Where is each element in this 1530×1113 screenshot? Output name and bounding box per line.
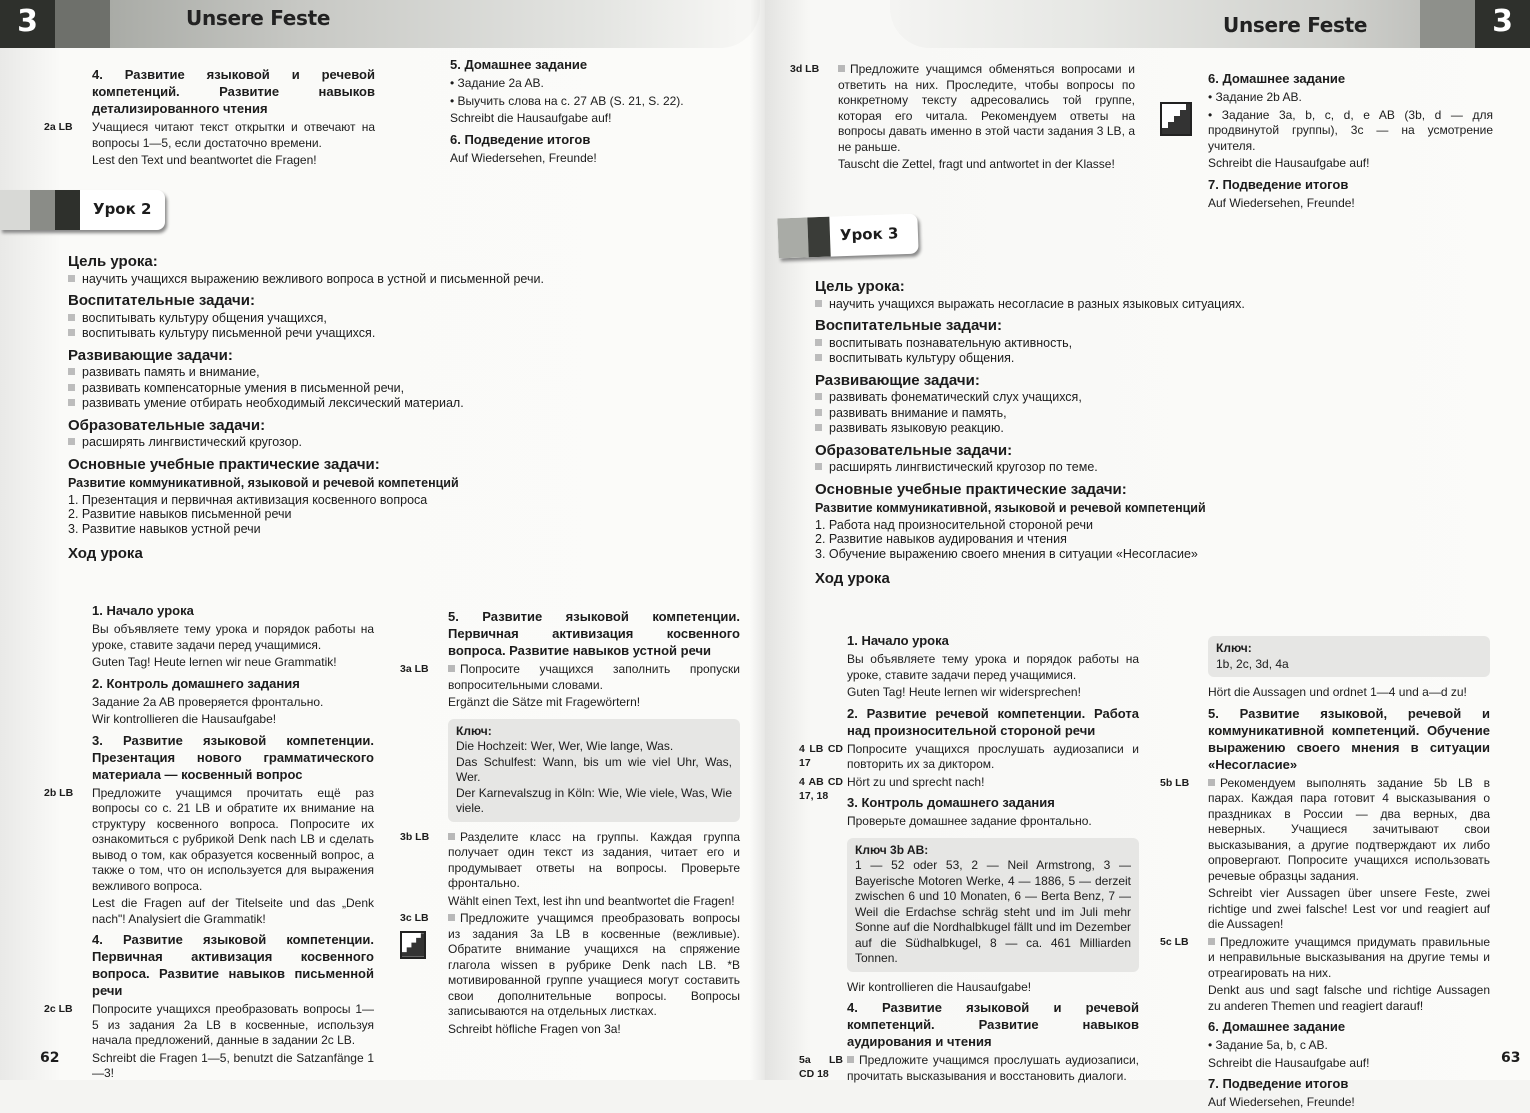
paragraph-text: • Задание 5a, b, c AB. bbox=[1208, 1038, 1328, 1052]
practical-tasks-heading: Основные учебные практические задачи: bbox=[815, 480, 1127, 498]
paragraph bbox=[92, 153, 375, 169]
paragraph-text: Schreibt die Hausaufgabe auf! bbox=[1208, 1055, 1370, 1070]
paragraph-text: • Задание 2b AB. bbox=[1208, 90, 1302, 104]
paragraph bbox=[1208, 90, 1493, 106]
paragraph-text: Auf Wiedersehen, Freunde! bbox=[450, 150, 597, 165]
dev-item: развивать умение отбирать необходимый лексический материал. bbox=[68, 396, 588, 412]
lesson-title: Урок 3 bbox=[839, 224, 899, 245]
edu-item: воспитывать культуру письменной речи учащихся. bbox=[68, 326, 588, 342]
practical-tasks-subheading: Развитие коммуникативной, языковой и речевой компетенций bbox=[68, 476, 459, 490]
paragraph bbox=[1208, 1038, 1490, 1054]
paragraph bbox=[92, 712, 374, 728]
header-stripe bbox=[1420, 0, 1475, 48]
form-heading: Образовательные задачи: bbox=[815, 441, 1013, 459]
page-62 bbox=[0, 0, 765, 1080]
chapter-number: 3 bbox=[1475, 0, 1530, 48]
paragraph-text: Lest die Fragen auf der Titelseite und das „Denk nach"! Analysiert die Grammatik! bbox=[92, 896, 374, 926]
lesson-title: Урок 2 bbox=[93, 200, 152, 218]
paragraph-text: Вы объявляете тему урока и порядок работы на уроке, ставите задачи перед учащимися. bbox=[847, 652, 1139, 682]
practical-task-item: 3. Обучение выражению своего мнения в ситуации «Несогласие» bbox=[815, 546, 1198, 561]
paragraph-text: Guten Tag! Heute lernen wir widersprechen! bbox=[847, 685, 1081, 699]
dev-heading: Развивающие задачи: bbox=[68, 346, 233, 364]
paragraph-text: Предложите учащимся прочитать ещё раз вопросы со с. 21 LB и обратите их внимание на структуру косвенного вопроса. Попросите их ознакомиться с рубрикой Denk nach LB и сделать вывод о том, как образуется косвенный вопрос, а также о том, что он используется для выражения вежливого вопроса. bbox=[92, 785, 374, 893]
paragraph bbox=[790, 62, 1135, 155]
section-heading: 3. Контроль домашнего задания bbox=[847, 795, 1055, 810]
continuation-column-1 bbox=[790, 62, 1135, 175]
chapter-header bbox=[0, 0, 765, 48]
dev-item: развивать внимание и память, bbox=[815, 406, 1315, 422]
section-heading: 7. Подведение итогов bbox=[1208, 176, 1349, 192]
answer-key-line: 1 — 52 oder 53, 2 — Neil Armstrong, 3 — Bayerische Motoren Werke, 4 — 1886, 5 — derzeit zwischen 6 und 10 Monaten, 6 — Berta Benz, 7 — Weil die Erdachse schräg steht und im Juli mehr Sonne auf die Nordhalbkugel fällt und im Dezember auf die Südhalbkugel, 8 — ca. 461 Milliarden Tonnen. bbox=[855, 858, 1131, 965]
dev-heading: Развивающие задачи: bbox=[815, 371, 980, 389]
paragraph bbox=[1208, 685, 1490, 701]
lesson-course-heading: Ход урока bbox=[68, 545, 143, 562]
paragraph-text: • Выучить слова на с. 27 AB (S. 21, S. 22). bbox=[450, 93, 684, 108]
advanced-task-icon bbox=[400, 931, 426, 959]
paragraph bbox=[1208, 156, 1493, 172]
section-heading: 1. Начало урока bbox=[92, 603, 194, 618]
section-heading: 4. Развитие языковой и речевой компетенций. Развитие навыков аудирования и чтения bbox=[847, 1000, 1139, 1049]
continuation-column-2 bbox=[1208, 66, 1493, 213]
answer-key-line: Der Karnevalszug in Köln: Wie, Wie viele, Was, Wie viele. bbox=[456, 785, 732, 815]
answer-key-title: Ключ 3b AB: bbox=[855, 842, 929, 857]
paragraph-text: Schreibt vier Aussagen über unsere Feste, zwei richtige und zwei falsche! Lest vor und reagiert auf die Aussagen! bbox=[1208, 886, 1490, 931]
paragraph bbox=[92, 896, 374, 927]
paragraph-text: Ergänzt die Sätze mit Fragewörtern! bbox=[448, 695, 641, 709]
section-heading: 5. Домашнее задание bbox=[450, 57, 588, 72]
answer-key-box bbox=[448, 719, 740, 822]
task-reference-label: 4 LB CD 17 bbox=[799, 742, 843, 769]
edu-item: воспитывать культуру общения учащихся, bbox=[68, 311, 588, 327]
paragraph bbox=[1208, 1095, 1490, 1111]
paragraph bbox=[92, 695, 374, 711]
paragraph-text: • Задание 2a AB. bbox=[450, 76, 544, 90]
task-reference-label: 4 AB CD 17, 18 bbox=[799, 775, 843, 802]
paragraph-text: Auf Wiedersehen, Freunde! bbox=[1208, 1095, 1355, 1109]
section-heading: 2. Развитие речевой компетенции. Работа над произносительной стороной речи bbox=[847, 705, 1139, 738]
paragraph-text: Guten Tag! Heute lernen wir neue Grammatik! bbox=[92, 655, 337, 669]
dev-item: развивать фонематический слух учащихся, bbox=[815, 390, 1315, 406]
chapter-title: Unsere Feste bbox=[1223, 13, 1368, 37]
paragraph bbox=[1208, 983, 1490, 1014]
section-heading: 2. Контроль домашнего задания bbox=[92, 675, 300, 691]
task-reference-label: 3a LB bbox=[400, 663, 429, 675]
paragraph-text: Schreibt die Hausaufgabe auf! bbox=[450, 111, 612, 125]
paragraph bbox=[92, 622, 374, 653]
paragraph bbox=[44, 1002, 374, 1049]
paragraph bbox=[92, 655, 374, 671]
answer-key-box bbox=[1208, 636, 1490, 677]
dev-item: развивать память и внимание, bbox=[68, 365, 588, 381]
paragraph bbox=[1208, 196, 1493, 212]
paragraph bbox=[448, 695, 740, 711]
edu-item: воспитывать познавательную активность, bbox=[815, 336, 1315, 352]
paragraph bbox=[838, 157, 1135, 173]
paragraph bbox=[799, 1053, 1139, 1084]
edu-heading: Воспитательные задачи: bbox=[68, 292, 255, 309]
paragraph-text: Задание 2a AB проверяется фронтально. bbox=[92, 694, 324, 709]
paragraph-text: Предложите учащимся прослушать аудиозаписи, прочитать высказывания и восстановить диалоги. bbox=[847, 1053, 1139, 1083]
section-heading: 4. Развитие языковой и речевой компетенций. Развитие навыков детализированного чтения bbox=[92, 67, 375, 116]
practical-tasks-subheading: Развитие коммуникативной, языковой и речевой компетенций bbox=[815, 501, 1206, 515]
section-heading: 6. Домашнее задание bbox=[1208, 1019, 1346, 1034]
paragraph-text: Предложите учащимся преобразовать вопросы из задания 3a LB в косвенные (вежливые). Обратите внимание учащихся на спряжение глагола wissen в рубрике Denk nach LB. *В мотивированной группе учащиеся могут составить свои дополнительные вопросы. Вопросы записываются на отдельных листках. bbox=[448, 911, 740, 1018]
paragraph-text: Проверьте домашнее задание фронтально. bbox=[847, 814, 1092, 828]
page-number: 63 bbox=[1501, 1050, 1521, 1066]
task-reference-label: 3b LB bbox=[400, 830, 430, 843]
section-heading: 5. Развитие языковой компетенции. Первичная активизация косвенного вопроса. Развитие навыков устной речи bbox=[448, 609, 740, 658]
practical-tasks-heading: Основные учебные практические задачи: bbox=[68, 455, 380, 473]
task-reference-label: 2b LB bbox=[44, 786, 74, 799]
header-band bbox=[0, 0, 760, 48]
paragraph-text: Lest den Text und beantwortet die Fragen! bbox=[92, 153, 317, 167]
paragraph bbox=[450, 111, 740, 127]
paragraph-text: Учащиеся читают текст открытки и отвечают на вопросы 1—5, если достаточно времени. bbox=[92, 120, 375, 150]
paragraph-text: Попросите учащихся заполнить пропуски вопросительными словами. bbox=[448, 662, 740, 692]
paragraph bbox=[847, 814, 1139, 830]
dev-item: развивать языковую реакцию. bbox=[815, 421, 1315, 437]
chapter-title: Unsere Feste bbox=[186, 6, 331, 30]
paragraph bbox=[448, 1022, 740, 1038]
paragraph-text: Попросите учащихся преобразовать вопросы 1—5 из задания 2a LB в косвенные, используя начала предложений, данные в задании 2c LB. bbox=[92, 1002, 374, 1047]
practical-task-item: 2. Развитие навыков аудирования и чтения bbox=[815, 532, 1067, 546]
page-63 bbox=[765, 0, 1530, 1109]
lesson-tab bbox=[777, 214, 918, 259]
edu-item: воспитывать культуру общения. bbox=[815, 351, 1315, 367]
paragraph-text: Предложите учащимся придумать правильные и неправильные высказывания на другие темы и отреагировать на них. bbox=[1208, 934, 1490, 980]
paragraph bbox=[450, 94, 740, 110]
answer-key-title: Ключ: bbox=[456, 723, 492, 738]
section-heading: 3. Развитие языковой компетенции. Презентация нового грамматического материала — косвенный вопрос bbox=[92, 732, 374, 782]
paragraph-text: Предложите учащимся обменяться вопросами и ответить на них. Проследите, чтобы вопросы по конкретному тексту адресовались той группе, которая его читала. Рекомендуем ответы на вопросы давать именно в этой части задания 3 LB, а не раньше. bbox=[838, 62, 1135, 154]
practical-task-item: 2. Развитие навыков письменной речи bbox=[68, 507, 292, 521]
paragraph bbox=[847, 685, 1139, 701]
answer-key-line: Das Schulfest: Wann, bis um wie viel Uhr, Was, Wer. bbox=[456, 754, 732, 784]
paragraph-text: Hört die Aussagen und ordnet 1—4 und a—d zu! bbox=[1208, 685, 1467, 699]
paragraph-text: Вы объявляете тему урока и порядок работы на уроке, ставите задачи перед учащимися. bbox=[92, 622, 374, 652]
advanced-task-icon bbox=[1160, 102, 1192, 136]
paragraph-text: Schreibt die Hausaufgabe auf! bbox=[1208, 156, 1370, 170]
dev-item: развивать компенсаторные умения в письменной речи, bbox=[68, 381, 588, 397]
paragraph-text: Denkt aus und sagt falsche und richtige Aussagen zu anderen Themen und reagiert darauf! bbox=[1208, 983, 1490, 1013]
header-stripe bbox=[55, 0, 110, 48]
paragraph-text: Schreibt die Fragen 1—5, benutzt die Satzanfänge 1—3! bbox=[92, 1050, 374, 1080]
aim-item: научить учащихся выражать несогласие в разных языковых ситуациях. bbox=[815, 297, 1315, 313]
paragraph bbox=[799, 741, 1139, 773]
paragraph bbox=[847, 652, 1139, 683]
section-heading: 6. Домашнее задание bbox=[1208, 71, 1346, 86]
task-reference-label: 2c LB bbox=[44, 1003, 73, 1015]
chapter-header bbox=[765, 0, 1530, 48]
paragraph bbox=[450, 151, 740, 167]
lesson-goals bbox=[68, 248, 588, 564]
paragraph-text: Auf Wiedersehen, Freunde! bbox=[1208, 195, 1355, 210]
section-heading: 4. Развитие языковой компетенции. Первичная активизация косвенного вопроса. Развитие навыков письменной речи bbox=[92, 932, 374, 998]
paragraph-text: Wählt einen Text, lest ihn und beantwortet die Fragen! bbox=[448, 893, 735, 908]
paragraph-text: Рекомендуем выполнять задание 5b LB в парах. Каждая пара готовит 4 высказывания о праздниках в России — два верных, два неверных. Учащиеся зачитывают свои высказывания, а другие подтверждают их либо опровергают. Попросите учащихся использовать речевые образцы задания. bbox=[1208, 775, 1490, 883]
paragraph-text: Разделите класс на группы. Каждая группа получает один текст из задания, читает его и продумывает ответы на вопросы. Проверьте фронтально. bbox=[448, 829, 740, 890]
task-reference-label: 2a LB bbox=[44, 121, 73, 133]
task-reference-label: 5b LB bbox=[1160, 776, 1190, 789]
section-heading: 7. Подведение итогов bbox=[1208, 1076, 1349, 1091]
paragraph bbox=[92, 1051, 374, 1082]
continuation-column-2 bbox=[450, 52, 740, 168]
paragraph bbox=[799, 774, 1139, 802]
section-heading: 1. Начало урока bbox=[847, 633, 949, 648]
paragraph bbox=[1160, 934, 1490, 982]
paragraph bbox=[44, 785, 374, 895]
paragraph bbox=[400, 829, 740, 892]
edu-heading: Воспитательные задачи: bbox=[815, 317, 1002, 334]
answer-key-box bbox=[847, 838, 1139, 972]
page-number: 62 bbox=[40, 1050, 60, 1066]
task-reference-label: 3c LB bbox=[400, 912, 429, 924]
aim-heading: Цель урока: bbox=[815, 278, 905, 295]
answer-key-line: Die Hochzeit: Wer, Wer, Wie lange, Was. bbox=[456, 739, 674, 753]
paragraph-text: Schreibt höfliche Fragen von 3a! bbox=[448, 1021, 621, 1036]
paragraph bbox=[1208, 108, 1493, 155]
form-heading: Образовательные задачи: bbox=[68, 416, 266, 434]
paragraph bbox=[448, 894, 740, 910]
answer-key-line: 1b, 2c, 3d, 4a bbox=[1216, 656, 1289, 671]
paragraph-text: Wir kontrollieren die Hausaufgabe! bbox=[92, 712, 277, 726]
lesson-tab bbox=[0, 190, 165, 230]
lesson-steps-column-2 bbox=[1160, 628, 1490, 1113]
paragraph bbox=[1160, 775, 1490, 885]
paragraph bbox=[1208, 886, 1490, 933]
paragraph bbox=[44, 120, 375, 151]
lesson-steps-column-1 bbox=[799, 628, 1139, 1086]
paragraph-text: • Задание 3a, b, c, d, e AB (3b, d — для продвинутой группы), 3c — на усмотрение учителя. bbox=[1208, 107, 1493, 153]
paragraph bbox=[847, 980, 1139, 996]
paragraph-text: Hört zu und sprecht nach! bbox=[847, 774, 985, 789]
practical-task-item: 1. Презентация и первичная активизация косвенного вопроса bbox=[68, 492, 428, 507]
lesson-course-heading: Ход урока bbox=[815, 570, 890, 587]
form-item: расширять лингвистический кругозор по теме. bbox=[815, 460, 1315, 476]
practical-task-item: 3. Развитие навыков устной речи bbox=[68, 521, 261, 536]
form-item: расширять лингвистический кругозор. bbox=[68, 435, 588, 451]
task-reference-label: 3d LB bbox=[790, 63, 820, 75]
paragraph-text: Tauscht die Zettel, fragt und antwortet in der Klasse! bbox=[838, 157, 1115, 171]
continuation-column-1 bbox=[44, 62, 375, 171]
aim-item: научить учащихся выражению вежливого вопроса в устной и письменной речи. bbox=[68, 272, 588, 288]
chapter-number: 3 bbox=[0, 0, 55, 48]
task-reference-label: 5c LB bbox=[1160, 935, 1189, 948]
task-reference-label: 5a LB CD 18 bbox=[799, 1054, 843, 1080]
lesson-goals bbox=[815, 273, 1315, 589]
aim-heading: Цель урока: bbox=[68, 253, 158, 270]
answer-key-title: Ключ: bbox=[1216, 641, 1252, 655]
paragraph-text: Wir kontrollieren die Hausaufgabe! bbox=[847, 979, 1032, 994]
practical-task-item: 1. Работа над произносительной стороной речи bbox=[815, 517, 1093, 532]
paragraph bbox=[400, 662, 740, 693]
section-heading: 5. Развитие языковой, речевой и коммуникативной компетенций. Обучение выражению своего мнения в ситуации «Несогласие» bbox=[1208, 705, 1490, 772]
paragraph-text: Попросите учащихся прослушать аудиозаписи и повторить их за диктором. bbox=[847, 741, 1139, 771]
lesson-steps-column-2 bbox=[400, 604, 740, 1039]
section-heading: 6. Подведение итогов bbox=[450, 131, 591, 147]
paragraph bbox=[450, 76, 740, 92]
paragraph bbox=[400, 911, 740, 1020]
paragraph bbox=[1208, 1056, 1490, 1072]
